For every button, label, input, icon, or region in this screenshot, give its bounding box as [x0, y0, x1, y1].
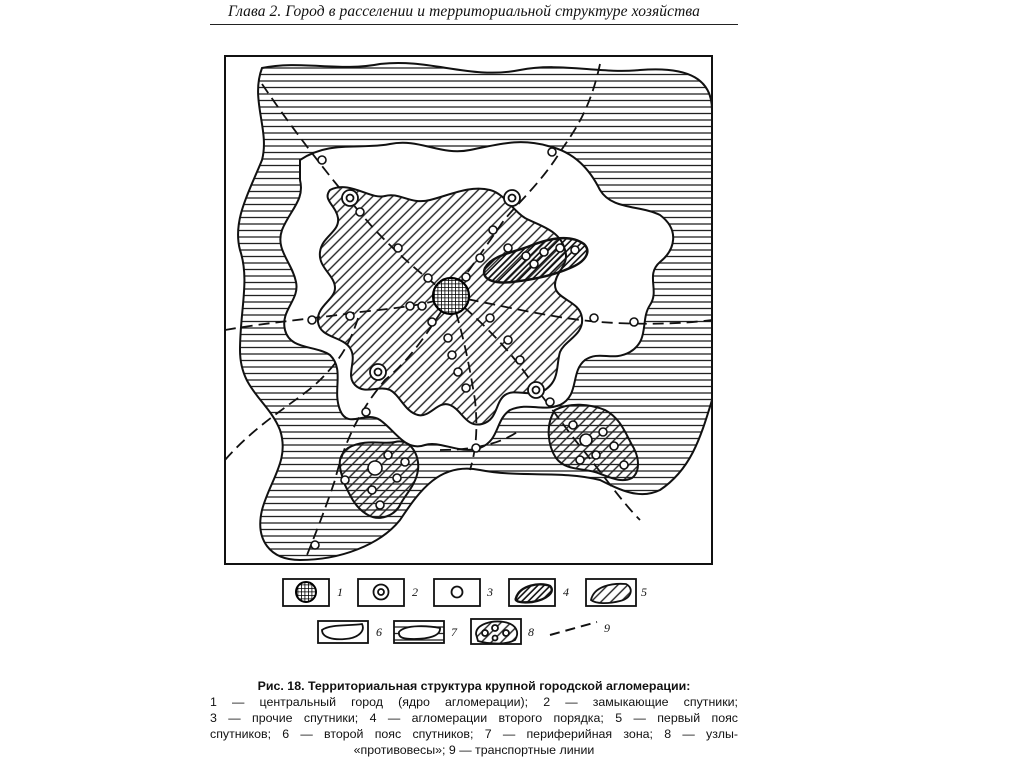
caption-line: 1 — центральный город (ядро агломерации); 2 — замыкающие спутники;	[210, 695, 738, 709]
legend-number-9: 9	[604, 621, 610, 635]
legend-item-5	[586, 579, 636, 606]
legend-item-4	[509, 579, 555, 606]
legend-number-3: 3	[487, 585, 493, 599]
caption-line: спутников; 6 — второй пояс спутников; 7 — периферийная зона; 8 — узлы-	[210, 727, 738, 741]
running-head: Глава 2. Город в расселении и территориальной структуре хозяйства	[228, 3, 700, 20]
legend-number-2: 2	[412, 585, 418, 599]
figure-caption	[210, 678, 738, 758]
legend-item-1	[283, 579, 329, 606]
central-city	[433, 278, 469, 314]
caption-title: Рис. 18. Территориальная структура крупной городской агломерации:	[257, 679, 691, 693]
caption-last-line: «противовесы»; 9 — транспортные линии	[353, 743, 595, 757]
legend-number-1: 1	[337, 585, 343, 599]
legend-number-6: 6	[376, 625, 382, 639]
legend-item-2	[358, 579, 404, 606]
legend-item-7	[394, 621, 444, 643]
legend-item-8	[471, 619, 521, 644]
legend-item-3	[434, 579, 480, 606]
legend-number-8: 8	[528, 625, 534, 639]
legend-number-4: 4	[563, 585, 569, 599]
legend-number-5: 5	[641, 585, 647, 599]
legend-number-7: 7	[451, 625, 457, 639]
legend	[283, 579, 636, 644]
legend-item-9	[550, 622, 597, 635]
legend-item-6	[318, 621, 368, 643]
caption-line: 3 — прочие спутники; 4 — агломерации второго порядка; 5 — первый пояс	[210, 711, 738, 725]
